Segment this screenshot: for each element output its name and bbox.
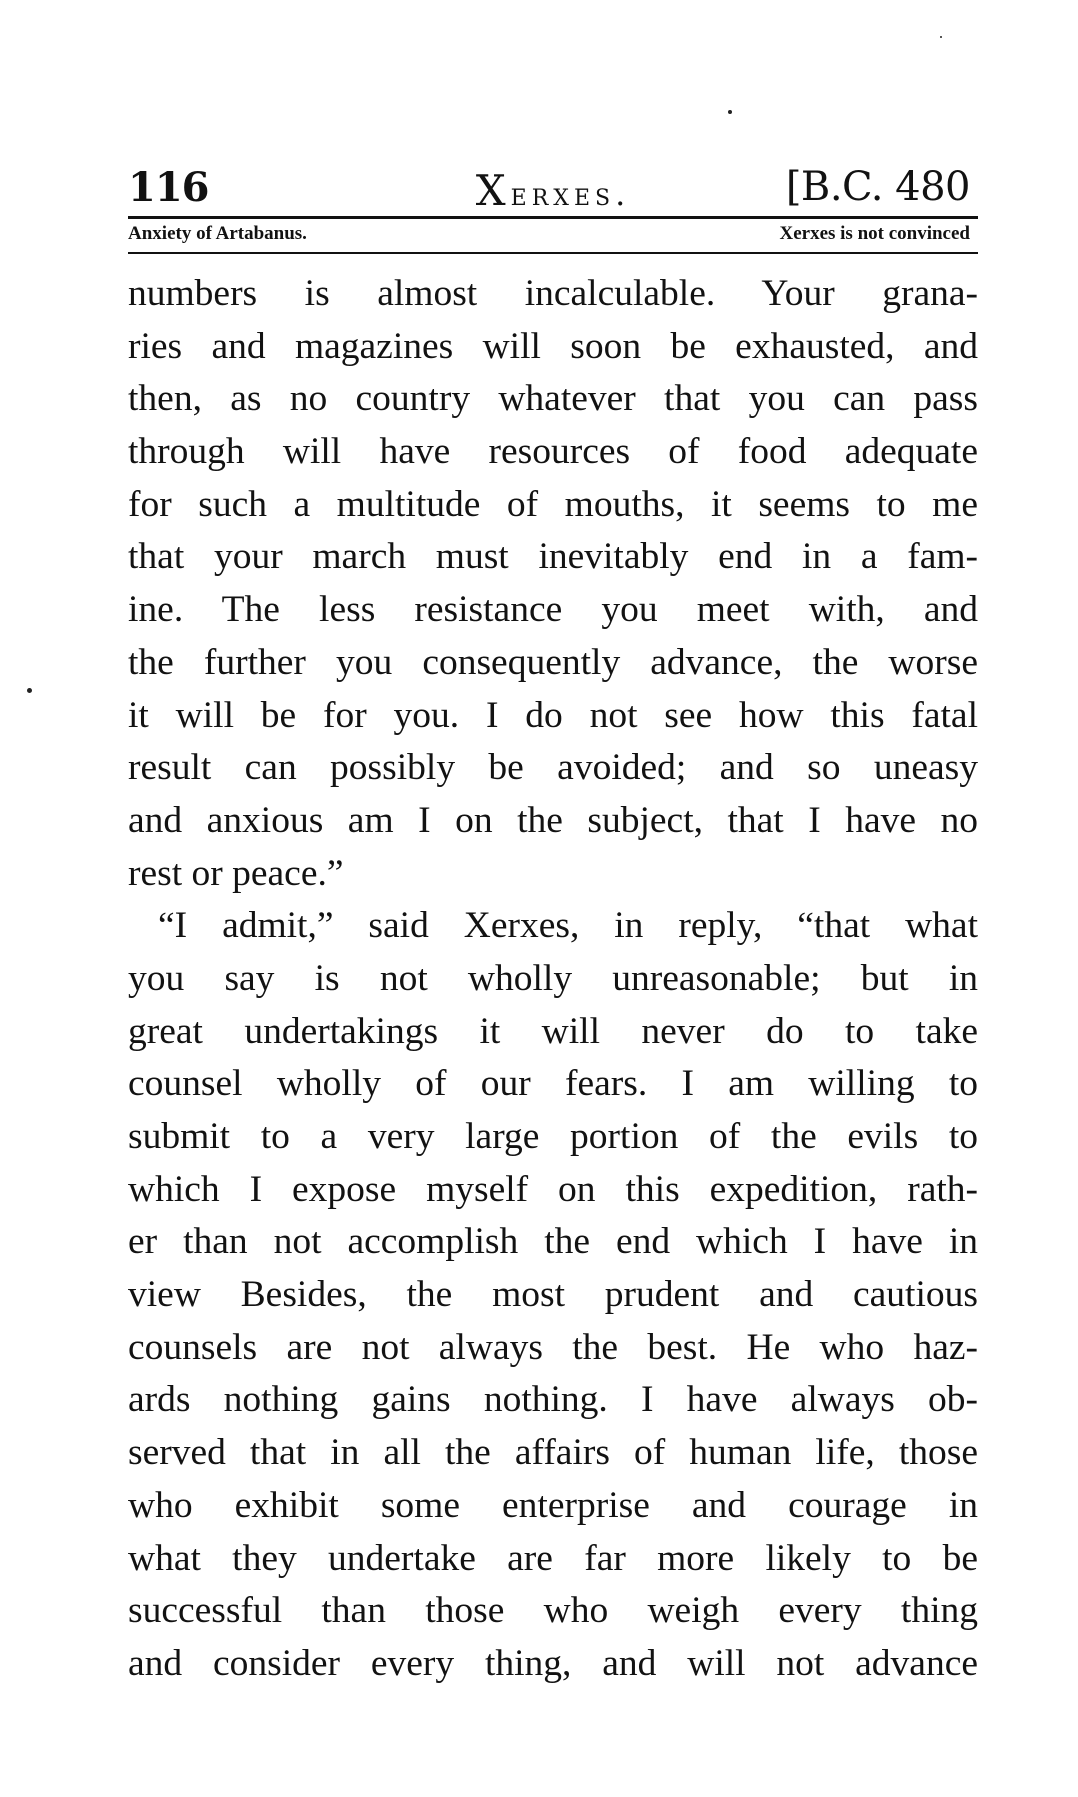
shoulder-rule (128, 252, 978, 254)
shoulder-note-right: Xerxes is not convinced (779, 223, 970, 244)
text-line: result can possibly be avoided; and so uneasy (128, 747, 978, 789)
text-line: great undertakings it will never do to take (128, 1010, 978, 1052)
text-line: which I expose myself on this expedition, rath- (128, 1168, 978, 1210)
date-range: [B.C. 480 (785, 164, 970, 210)
text-line: it will be for you. I do not see how this fatal (128, 694, 978, 736)
text-line: for such a multitude of mouths, it seems to me (128, 483, 978, 525)
shoulder-notes (128, 219, 978, 252)
ink-speck (940, 36, 942, 38)
text-line: served that in all the affairs of human life, those (128, 1432, 978, 1474)
text-line: and anxious am I on the subject, that I have no (128, 799, 978, 841)
book-page (128, 150, 978, 1691)
text-line: ards nothing gains nothing. I have always ob- (128, 1379, 978, 1421)
text-line: numbers is almost incalculable. Your grana- (128, 273, 978, 314)
page-number: 116 (128, 164, 209, 211)
text-line: and consider every thing, and will not advance (128, 1642, 978, 1684)
text-line: ries and magazines will soon be exhausted, and (128, 325, 978, 367)
text-line: counsel wholly of our fears. I am willing to (128, 1063, 978, 1105)
text-line: er than not accomplish the end which I have in (128, 1221, 978, 1263)
text-line: rest or peace.” (128, 852, 344, 894)
text-line: counsels are not always the best. He who haz- (128, 1326, 978, 1368)
text-line: through will have resources of food adequate (128, 431, 978, 473)
text-line: what they undertake are far more likely to be (128, 1537, 978, 1579)
text-line: that your march must inevitably end in a fam- (128, 536, 978, 578)
running-head (128, 150, 978, 216)
text-line: successful than those who weigh every thing (128, 1590, 978, 1632)
text-line: then, as no country whatever that you can pass (128, 378, 978, 420)
text-line: who exhibit some enterprise and courage in (128, 1484, 978, 1526)
text-line: submit to a very large portion of the evils to (128, 1116, 978, 1157)
chapter-title-rest: erxes. (510, 175, 631, 213)
shoulder-note-left: Anxiety of Artabanus. (128, 223, 307, 244)
ink-speck (27, 688, 32, 693)
body-text (128, 268, 978, 1691)
text-line: you say is not wholly unreasonable; but in (128, 957, 978, 999)
text-line: “I admit,” said Xerxes, in reply, “that what (158, 905, 978, 947)
text-line: view Besides, the most prudent and cautious (128, 1274, 978, 1316)
text-line: the further you consequently advance, the worse (128, 641, 978, 683)
text-line: ine. The less resistance you meet with, and (128, 589, 978, 631)
ink-speck (728, 110, 732, 114)
chapter-title-initial: X (475, 166, 511, 215)
